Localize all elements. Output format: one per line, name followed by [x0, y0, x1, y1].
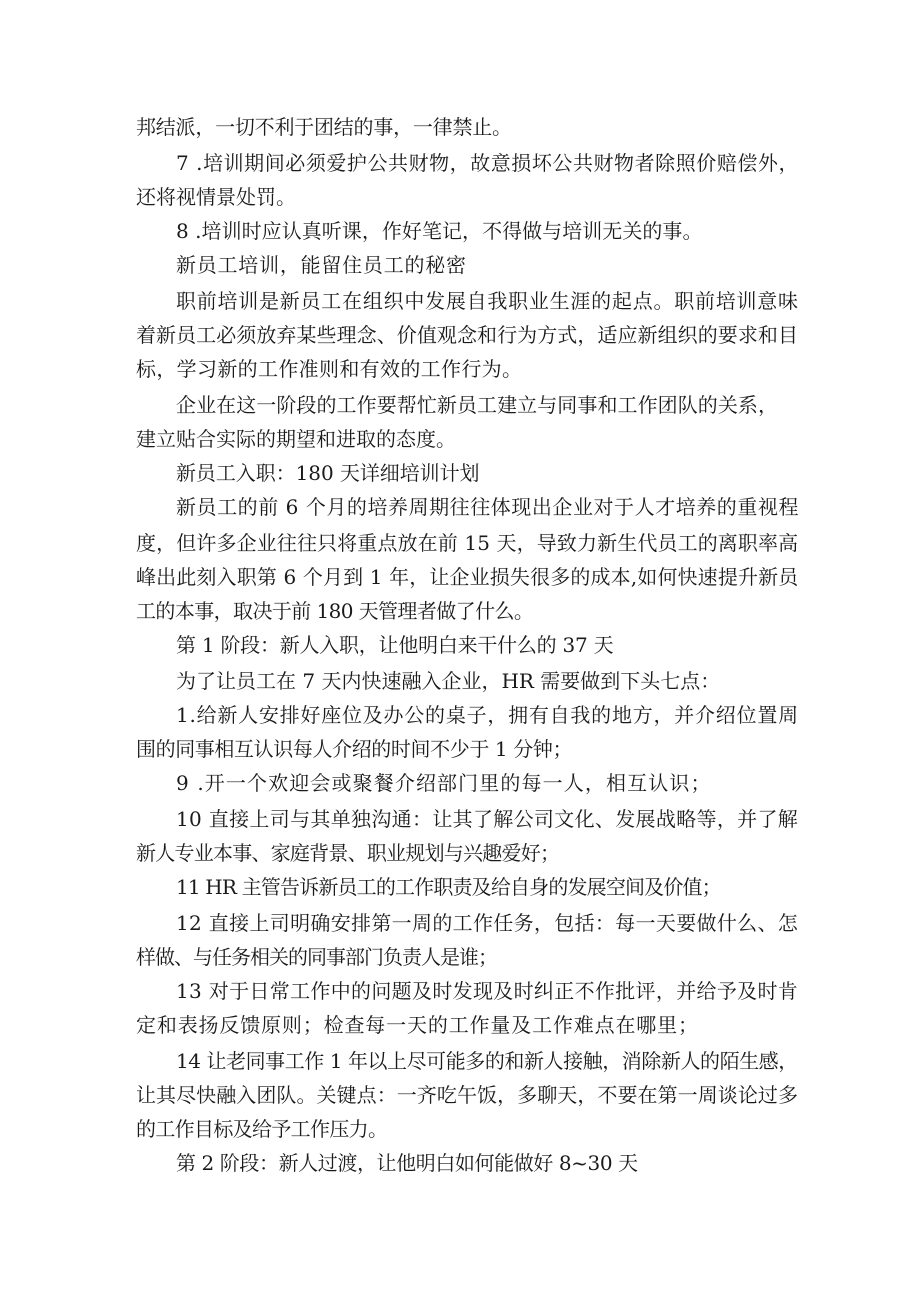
section-heading: 新员工培训，能留住员工的秘密 — [176, 253, 467, 277]
text-line: 邦结派，一切不利于团结的事，一律禁止。 — [136, 115, 512, 139]
section-heading: 新员工入职：180 天详细培训计划 — [176, 461, 480, 485]
text-line: 7 .培训期间必须爱护公共财物，故意损坏公共财物者除照价赔偿外， — [176, 151, 799, 175]
text-line: 让其尽快融入团队。关键点：一齐吃午饭，多聊天，不要在第一周谈论过多 — [136, 1083, 799, 1107]
text-line: 8 .培训时应认真听课，作好笔记，不得做与培训无关的事。 — [176, 219, 703, 243]
text-line: 标，学习新的工作准则和有效的工作行为。 — [136, 357, 523, 381]
text-line: 14 让老同事工作 1 年以上尽可能多的和新人接触，消除新人的陌生感， — [176, 1049, 798, 1073]
text-line: 样做、与任务相关的同事部门负责人是谁； — [136, 945, 497, 969]
text-line: 11 HR 主管告诉新员工的工作职责及给自身的发展空间及价值； — [176, 875, 721, 899]
text-line: 还将视情景处罚。 — [136, 185, 296, 209]
text-line: 建立贴合实际的期望和进取的态度。 — [136, 427, 456, 451]
text-line: 工的本事，取决于前 180 天管理者做了什么。 — [136, 599, 534, 623]
text-line: 围的同事相互认识每人介绍的时间不少于 1 分钟； — [136, 737, 573, 761]
text-line: 10 直接上司与其单独沟通：让其了解公司文化、发展战略等，并了解 — [176, 807, 799, 831]
text-line: 12 直接上司明确安排第一周的工作任务，包括：每一天要做什么、怎 — [176, 911, 799, 935]
text-line: 1.给新人安排好座位及办公的桌子，拥有自我的地方，并介绍位置周 — [176, 703, 799, 727]
text-line: 度，但许多企业往往只将重点放在前 15 天，导致力新生代员工的离职率高 — [136, 531, 799, 555]
text-line: 峰出此刻入职第 6 个月到 1 年，让企业损失很多的成本,如何快速提升新员 — [136, 565, 799, 589]
text-line: 企业在这一阶段的工作要帮忙新员工建立与同事和工作团队的关系， — [176, 393, 779, 417]
text-line: 13 对于日常工作中的问题及时发现及时纠正不作批评，并给予及时肯 — [176, 979, 799, 1003]
text-line: 新人专业本事、家庭背景、职业规划与兴趣爱好； — [136, 841, 560, 865]
text-line: 定和表扬反馈原则；检查每一天的工作量及工作难点在哪里； — [136, 1013, 699, 1037]
text-line: 9 .开一个欢迎会或聚餐介绍部门里的每一人，相互认识； — [176, 771, 712, 795]
text-line: 为了让员工在 7 天内快速融入企业，HR 需要做到下头七点： — [176, 669, 721, 693]
section-heading: 第 1 阶段：新人入职，让他明白来干什么的 37 天 — [176, 633, 614, 657]
text-line: 职前培训是新员工在组织中发展自我职业生涯的起点。职前培训意味 — [176, 289, 799, 313]
text-line: 新员工的前 6 个月的培养周期往往体现出企业对于人才培养的重视程 — [176, 495, 799, 519]
text-line: 的工作目标及给予工作压力。 — [136, 1117, 388, 1141]
section-heading: 第 2 阶段：新人过渡，让他明白如何能做好 8~30 天 — [176, 1151, 638, 1175]
text-line: 着新员工必须放弃某些理念、价值观念和行为方式，适应新组织的要求和目 — [136, 323, 799, 347]
